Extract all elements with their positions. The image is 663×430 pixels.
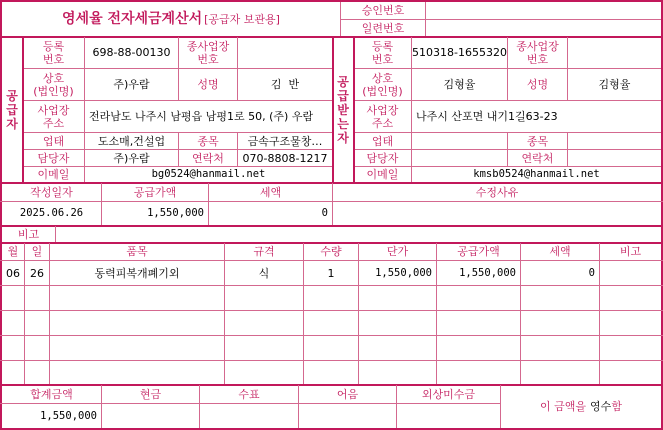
buyer-addr-label: 사업장 주소: [366, 103, 399, 130]
cash-label: 현금: [139, 387, 162, 401]
reason-value: [333, 202, 661, 225]
tax-total-label: 세액: [259, 185, 282, 199]
buyer-reg-label: 등록 번호: [371, 39, 394, 66]
receipt-statement: [501, 385, 661, 428]
buyer-side-label: 공 급 받 는 자: [337, 74, 349, 145]
issue-date: 2025.06.26: [19, 207, 84, 219]
row-item: 동력피복개폐기외: [94, 266, 180, 280]
supply-total: 1,550,000: [147, 207, 204, 219]
buyer-biztype-label: 업태: [371, 134, 394, 148]
buyer-biztype: [412, 133, 507, 149]
check-label: 수표: [238, 387, 260, 401]
buyer-rep: 김형율: [598, 78, 631, 91]
col-item: 품목: [126, 245, 148, 258]
cash-amount: [102, 404, 199, 428]
row-day: 26: [30, 266, 44, 280]
invoice-title: [2, 2, 340, 36]
supplier-branch: [238, 37, 332, 68]
row-qty: 1: [327, 266, 335, 280]
supplier-phone-label: 연락처: [192, 151, 224, 165]
col-price: 단가: [386, 245, 409, 258]
supplier-rep: 김 반: [270, 78, 300, 91]
total-label: 합계금액: [30, 387, 73, 401]
title-subtitle: [공급자 보관용]: [204, 12, 280, 26]
supplier-reg-no: 698-88-00130: [92, 46, 171, 59]
supplier-addr-label: 사업장 주소: [37, 103, 70, 130]
approval-value: [426, 2, 661, 19]
supplier-reg-label: 등록 번호: [42, 39, 65, 66]
supplier-contact-label: 담당자: [37, 151, 70, 165]
statement-type: 영수: [590, 400, 612, 413]
row-month: 06: [6, 266, 20, 280]
buyer-contact-label: 담당자: [366, 151, 399, 165]
row-spec: 식: [258, 266, 270, 280]
row-price: 1,550,000: [375, 266, 432, 279]
supplier-item-label: 종목: [197, 134, 219, 148]
col-month: 월: [7, 245, 19, 258]
supplier-name: 주)우람: [113, 78, 150, 91]
buyer-email-label: 이메일: [366, 168, 399, 181]
buyer-branch-label: 종사업장 번호: [516, 39, 559, 66]
statement-prefix: 이 금액을: [540, 400, 587, 413]
buyer-branch: [568, 37, 661, 68]
supplier-addr: 전라남도 나주시 남평읍 남평1로 50, (주) 우람: [89, 110, 314, 123]
supplier-branch-label: 종사업장 번호: [186, 39, 230, 66]
supplier-name-label: 상호 (법인명): [33, 71, 74, 98]
col-spec: 규격: [253, 245, 275, 258]
row-supply: 1,550,000: [459, 266, 516, 279]
supplier-email: bg0524@hanmail.net: [151, 168, 266, 180]
supplier-rep-label: 성명: [197, 78, 219, 91]
note-label: 비고: [17, 227, 40, 241]
approval-label: 승인번호: [361, 4, 405, 17]
buyer-email: kmsb0524@hanmail.net: [473, 168, 600, 180]
col-note: 비고: [619, 245, 642, 258]
date-label: 작성일자: [30, 185, 73, 199]
row-note: [600, 261, 661, 285]
buyer-contact: [412, 150, 507, 166]
col-qty: 수량: [320, 245, 342, 258]
bill-amount: [299, 404, 396, 428]
buyer-item: [568, 133, 661, 149]
buyer-name: 김형율: [443, 78, 476, 91]
supplier-biztype-label: 업태: [42, 134, 65, 148]
supplier-side-label: 공 급 자: [6, 88, 18, 131]
row-tax: 0: [588, 266, 595, 279]
col-day: 일: [31, 245, 43, 258]
title-text: 영세율 전자세금계산서: [62, 10, 203, 27]
serial-value: [426, 20, 661, 36]
tax-total: 0: [321, 207, 328, 219]
col-tax: 세액: [549, 245, 571, 258]
buyer-phone-label: 연락처: [521, 151, 554, 165]
buyer-rep-label: 성명: [526, 78, 549, 91]
check-amount: [200, 404, 298, 428]
buyer-name-label: 상호 (법인명): [362, 71, 403, 98]
note-value: [56, 226, 661, 242]
supplier-item: 금속구조물창…: [247, 134, 323, 148]
total-amount: 1,550,000: [40, 409, 97, 422]
buyer-reg-no: 510318-1655320: [412, 46, 507, 59]
supply-total-label: 공급가액: [133, 185, 177, 199]
reason-label: 수정사유: [475, 185, 519, 199]
col-supply: 공급가액: [457, 245, 500, 258]
credit-amount: [397, 404, 500, 428]
credit-label: 외상미수금: [421, 387, 476, 401]
supplier-biztype: 도소매,건설업: [97, 134, 166, 148]
supplier-email-label: 이메일: [37, 168, 70, 181]
serial-label: 일련번호: [361, 21, 405, 35]
buyer-item-label: 종목: [526, 134, 549, 148]
buyer-phone: [568, 150, 661, 166]
supplier-contact: 주)우람: [113, 151, 150, 165]
statement-suffix: 함: [611, 400, 622, 413]
buyer-addr: 나주시 산포면 내기1길63-23: [416, 110, 558, 123]
supplier-phone: 070-8808-1217: [242, 151, 328, 165]
bill-label: 어음: [336, 387, 359, 401]
